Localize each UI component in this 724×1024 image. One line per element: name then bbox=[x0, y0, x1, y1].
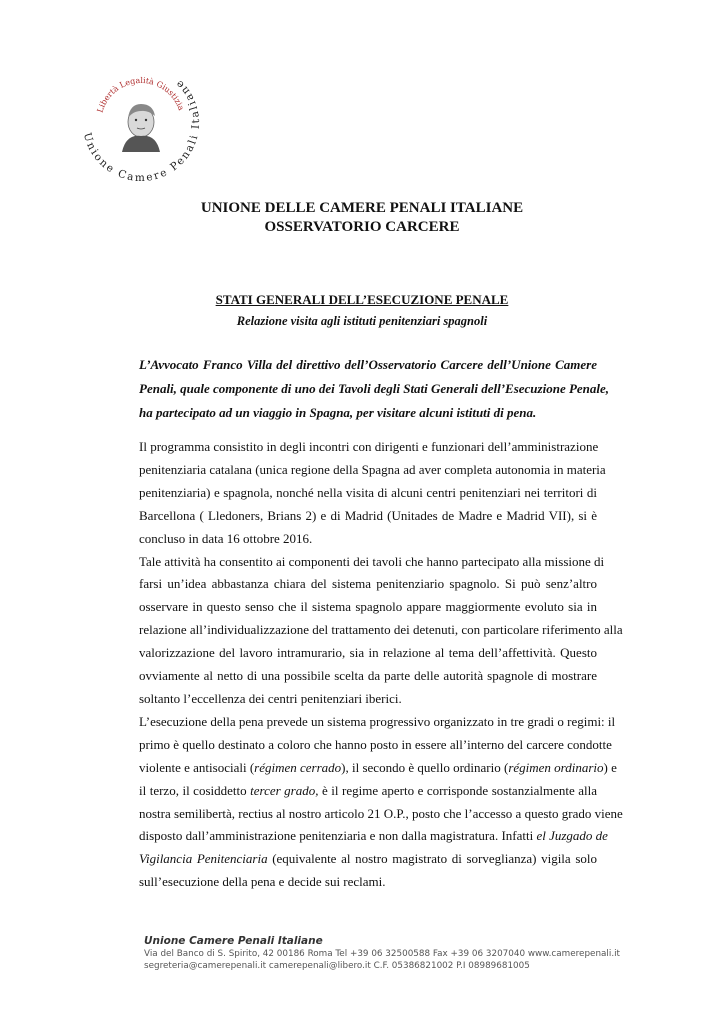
italic-term: régimen cerrado bbox=[254, 759, 342, 775]
organization-header bbox=[0, 199, 724, 237]
intro-line: ha partecipato ad un viaggio in Spagna, per visitare alcuni istituti di pena. bbox=[139, 405, 537, 420]
text-line: valorizzazione del lavoro intramurario, sia in relazione al tema dell’affettività. Questo bbox=[139, 645, 597, 661]
italic-term: régimen ordinario bbox=[508, 759, 604, 775]
intro-line: Penali, quale componente di uno dei Tavoli degli Stati Generali dell’Esecuzione Penale, bbox=[139, 381, 610, 396]
footer-contacts: segreteria@camerepenali.it camerepenali@libero.it C.F. 05386821002 P.I 08989681005 bbox=[144, 961, 530, 971]
paragraph-program bbox=[139, 436, 606, 551]
italic-term: Vigilancia Penitenciaria bbox=[139, 851, 268, 867]
text-line: Tale attività ha consentito ai componenti dei tavoli che hanno partecipato alla missione di bbox=[139, 553, 605, 569]
paragraph-execution bbox=[139, 711, 623, 894]
intro-line: L’Avvocato Franco Villa del direttivo dell’Osservatorio Carcere dell’Unione Camere bbox=[139, 357, 597, 372]
text-line: osservare in questo senso che il sistema spagnolo appare maggiormente evoluto sia in bbox=[139, 599, 597, 615]
org-department: OSSERVATORIO CARCERE bbox=[264, 219, 460, 235]
paragraph-activity bbox=[139, 551, 623, 711]
footer-title: Unione Camere Penali Italiane bbox=[144, 935, 323, 947]
text-line: nostra semilibertà, rectius al nostro articolo 21 O.P., posto che l’accesso a questo grado viene bbox=[139, 805, 623, 821]
footer-address: Via del Banco di S. Spirito, 42 00186 Roma Tel +39 06 32500588 Fax +39 06 3207040 www.camerepenali.it bbox=[144, 949, 621, 959]
intro-paragraph bbox=[139, 353, 610, 425]
text-line: disposto dall’amministrazione penitenziaria e non dalla magistratura. Infatti el Juzgado de bbox=[139, 828, 608, 844]
section-title: STATI GENERALI DELL’ESECUZIONE PENALE bbox=[215, 292, 509, 307]
text-line: Vigilancia Penitenciaria (equivalente al nostro magistrato di sorveglianza) vigila solo bbox=[139, 851, 597, 867]
italic-term: tercer grado, bbox=[250, 782, 319, 798]
text-line: il terzo, il cosiddetto tercer grado, è il regime aperto e corrisponde sostanzialmente alla bbox=[139, 782, 597, 798]
text-line: farsi un’idea abbastanza chiara del sistema penitenziario spagnolo. Si può senz’altro bbox=[139, 576, 597, 592]
section-heading bbox=[0, 292, 724, 329]
section-subtitle: Relazione visita agli istituti penitenziari spagnoli bbox=[236, 314, 488, 328]
text-line: primo è quello destinato a coloro che hanno posto in essere all’interno del carcere condotte bbox=[139, 736, 612, 752]
text-line: ovviamente al netto di una possibile scelta da parte delle autorità spagnole di mostrare bbox=[139, 668, 597, 684]
text-line: penitenziaria) e spagnola, nonché nella visita di alcuni centri penitenziari nei territori di bbox=[139, 484, 597, 500]
text-line: soltanto l’eccellenza dei centri penitenziari iberici. bbox=[139, 690, 402, 706]
text-line: relazione all’individualizzazione del trattamento dei detenuti, con particolare riferimento alla bbox=[139, 622, 623, 638]
letterhead-footer bbox=[144, 935, 620, 972]
italic-term: el Juzgado de bbox=[536, 828, 608, 844]
logo-outer-text: Unione Camere Penali Italiane bbox=[80, 76, 203, 185]
text-line: L’esecuzione della pena prevede un sistema progressivo organizzato in tre gradi o regimi: il bbox=[139, 713, 616, 729]
text-line: concluso in data 16 ottobre 2016. bbox=[139, 530, 313, 546]
text-line: violente e antisociali (régimen cerrado), il secondo è quello ordinario (régimen ordinario) e bbox=[139, 759, 617, 775]
seal-emblem bbox=[74, 56, 208, 190]
logo-inner-text: Libertà Legalità Giustizia bbox=[95, 75, 186, 114]
association-logo bbox=[74, 56, 208, 190]
org-name: UNIONE DELLE CAMERE PENALI ITALIANE bbox=[200, 200, 524, 216]
text-line: Barcellona ( Lledoners, Brians 2) e di Madrid (Unitades de Madre e Madrid VII), si è bbox=[139, 507, 597, 523]
text-line: Il programma consistito in degli incontri con dirigenti e funzionari dell’amministrazione bbox=[139, 439, 599, 454]
body-text bbox=[139, 436, 623, 894]
portrait-icon bbox=[122, 104, 160, 152]
text-line: sull’esecuzione della pena e decide sui reclami. bbox=[139, 874, 386, 890]
text-line: penitenziaria catalana (unica regione della Spagna ad aver completa autonomia in materia bbox=[139, 461, 606, 477]
